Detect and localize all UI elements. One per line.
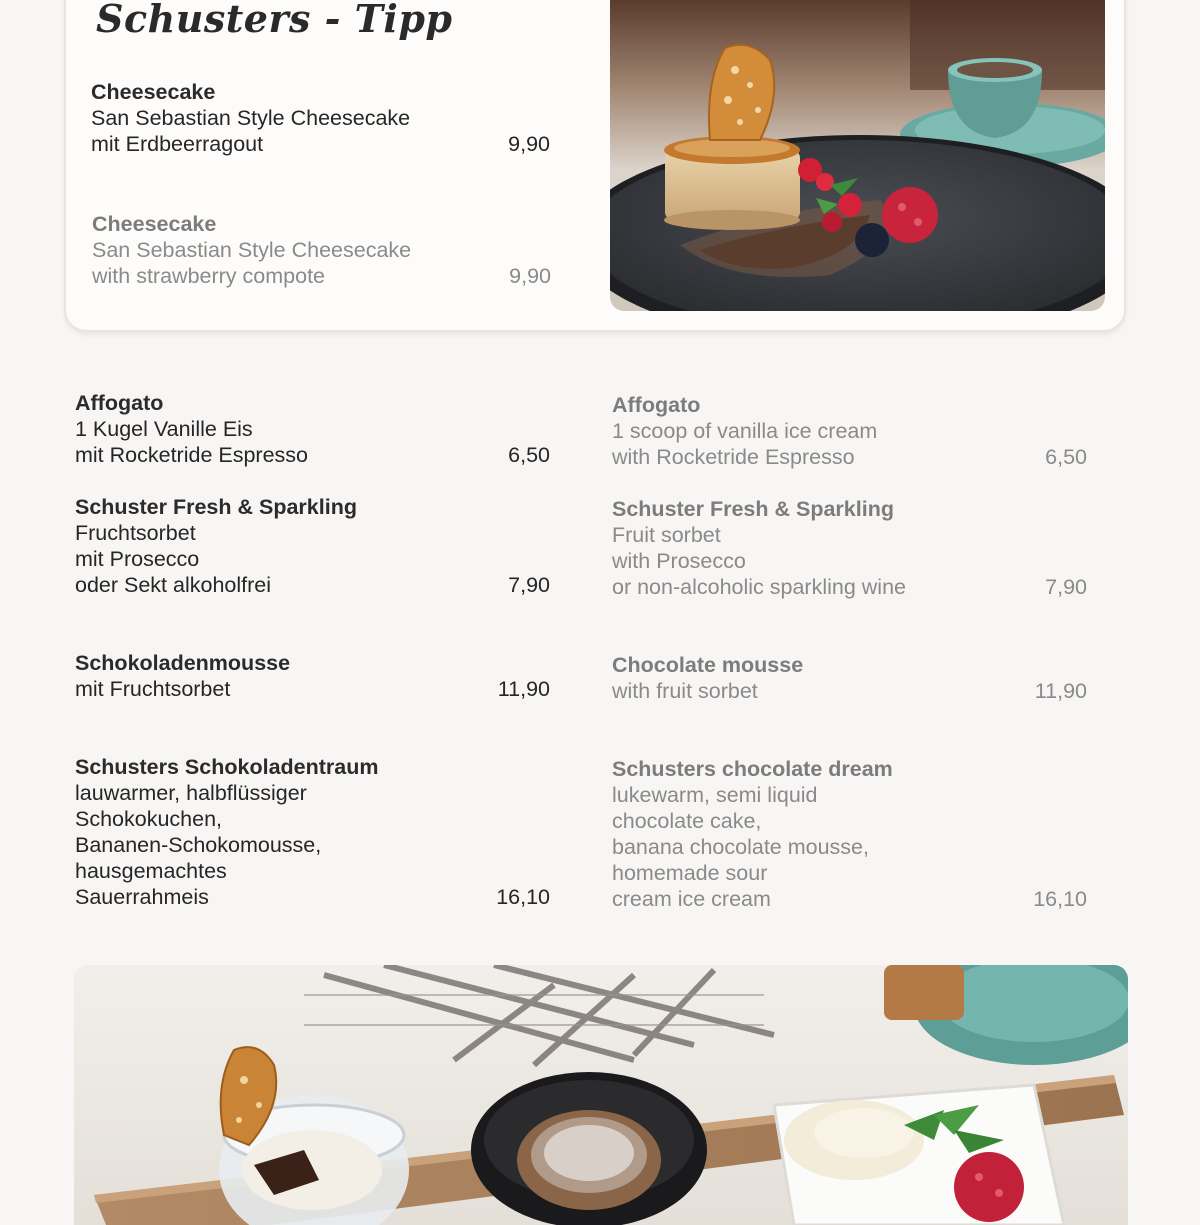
item-description: lukewarm, semi liquid chocolate cake, banana chocolate mousse, homemade sour cream ice cream (612, 783, 869, 911)
item-description: San Sebastian Style Cheesecake with strawberry compote (92, 238, 412, 288)
item-price: 7,90 (508, 573, 550, 597)
item-name: Cheesecake (92, 212, 217, 236)
menu-item (612, 392, 877, 470)
menu-item (612, 652, 803, 704)
item-price: 6,50 (1045, 445, 1087, 469)
dessert-board-photo (74, 965, 1128, 1225)
item-price: 11,90 (1034, 679, 1087, 703)
item-name: Schuster Fresh & Sparkling (75, 495, 357, 519)
menu-item (612, 756, 893, 912)
item-description: mit Fruchtsorbet (75, 677, 231, 701)
item-description: 1 Kugel Vanille Eis mit Rocketride Espresso (75, 417, 308, 467)
item-price: 9,90 (509, 264, 551, 288)
item-name: Schusters Schokoladentraum (75, 755, 379, 779)
item-price: 16,10 (1033, 887, 1087, 911)
cheesecake-photo (610, 0, 1105, 311)
item-price: 6,50 (508, 443, 550, 467)
item-name: Affogato (75, 391, 164, 415)
menu-item (75, 494, 357, 598)
item-description: with fruit sorbet (612, 679, 758, 703)
item-price: 11,90 (497, 677, 550, 701)
item-description: Fruchtsorbet mit Prosecco oder Sekt alkoholfrei (75, 521, 271, 597)
item-name: Cheesecake (91, 80, 216, 104)
item-name: Chocolate mousse (612, 653, 804, 677)
item-name: Affogato (612, 393, 701, 417)
item-price: 16,10 (496, 885, 550, 909)
featured-item-en (92, 211, 411, 289)
item-description: Fruit sorbet with Prosecco or non-alcoholic sparkling wine (612, 523, 906, 599)
item-description: lauwarmer, halbflüssiger Schokokuchen, Bananen-Schokomousse, hausgemachtes Sauerrahmeis (75, 781, 322, 909)
item-price: 9,90 (508, 132, 550, 156)
menu-item (75, 754, 378, 910)
menu-item (75, 650, 290, 702)
item-name: Schuster Fresh & Sparkling (612, 497, 894, 521)
menu-item (612, 496, 906, 600)
item-price: 7,90 (1045, 575, 1087, 599)
featured-title: Schusters - Tipp (96, 0, 453, 41)
item-description: 1 scoop of vanilla ice cream with Rocketride Espresso (612, 419, 878, 469)
item-name: Schusters chocolate dream (612, 757, 893, 781)
item-name: Schokoladenmousse (75, 651, 291, 675)
item-description: San Sebastian Style Cheesecake mit Erdbeerragout (91, 106, 411, 156)
featured-item-de (91, 79, 410, 157)
menu-item (75, 390, 308, 468)
